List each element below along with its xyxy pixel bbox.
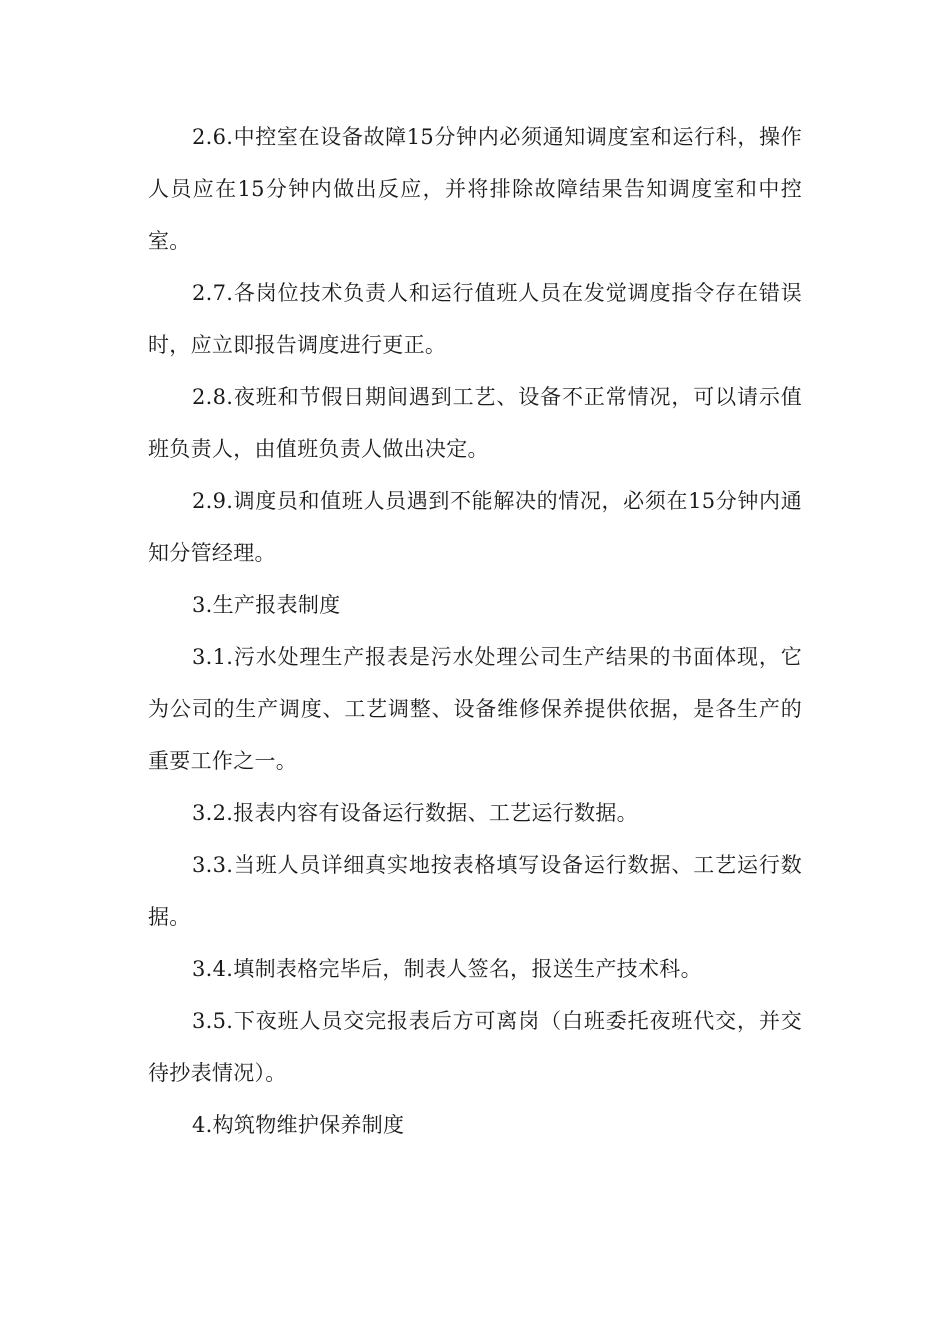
paragraph-3-2: 3.2.报表内容有设备运行数据、工艺运行数据。 bbox=[192, 801, 638, 825]
document-body bbox=[148, 111, 802, 1151]
paragraph-2-7: 2.7.各岗位技术负责人和运行值班人员在发觉调度指令存在错误时，应立即报告调度进行更正。 bbox=[148, 281, 802, 357]
section-heading-4: 4.构筑物维护保养制度 bbox=[192, 1113, 405, 1137]
paragraph-2-6: 2.6.中控室在设备故障15分钟内必须通知调度室和运行科，操作人员应在15分钟内做出反应，并将排除故障结果告知调度室和中控室。 bbox=[148, 125, 802, 253]
paragraph-2-9: 2.9.调度员和值班人员遇到不能解决的情况，必须在15分钟内通知分管经理。 bbox=[148, 489, 802, 565]
paragraph-3-4: 3.4.填制表格完毕后，制表人签名，报送生产技术科。 bbox=[192, 957, 702, 981]
paragraph-3-3: 3.3.当班人员详细真实地按表格填写设备运行数据、工艺运行数据。 bbox=[148, 853, 802, 929]
section-heading-3: 3.生产报表制度 bbox=[192, 593, 341, 617]
paragraph-3-1: 3.1.污水处理生产报表是污水处理公司生产结果的书面体现，它为公司的生产调度、工艺调整、设备维修保养提供依据，是各生产的重要工作之一。 bbox=[148, 645, 802, 773]
paragraph-3-5: 3.5.下夜班人员交完报表后方可离岗（白班委托夜班代交，并交待抄表情况）。 bbox=[148, 1009, 802, 1085]
paragraph-2-8: 2.8.夜班和节假日期间遇到工艺、设备不正常情况，可以请示值班负责人，由值班负责人做出决定。 bbox=[148, 385, 802, 461]
